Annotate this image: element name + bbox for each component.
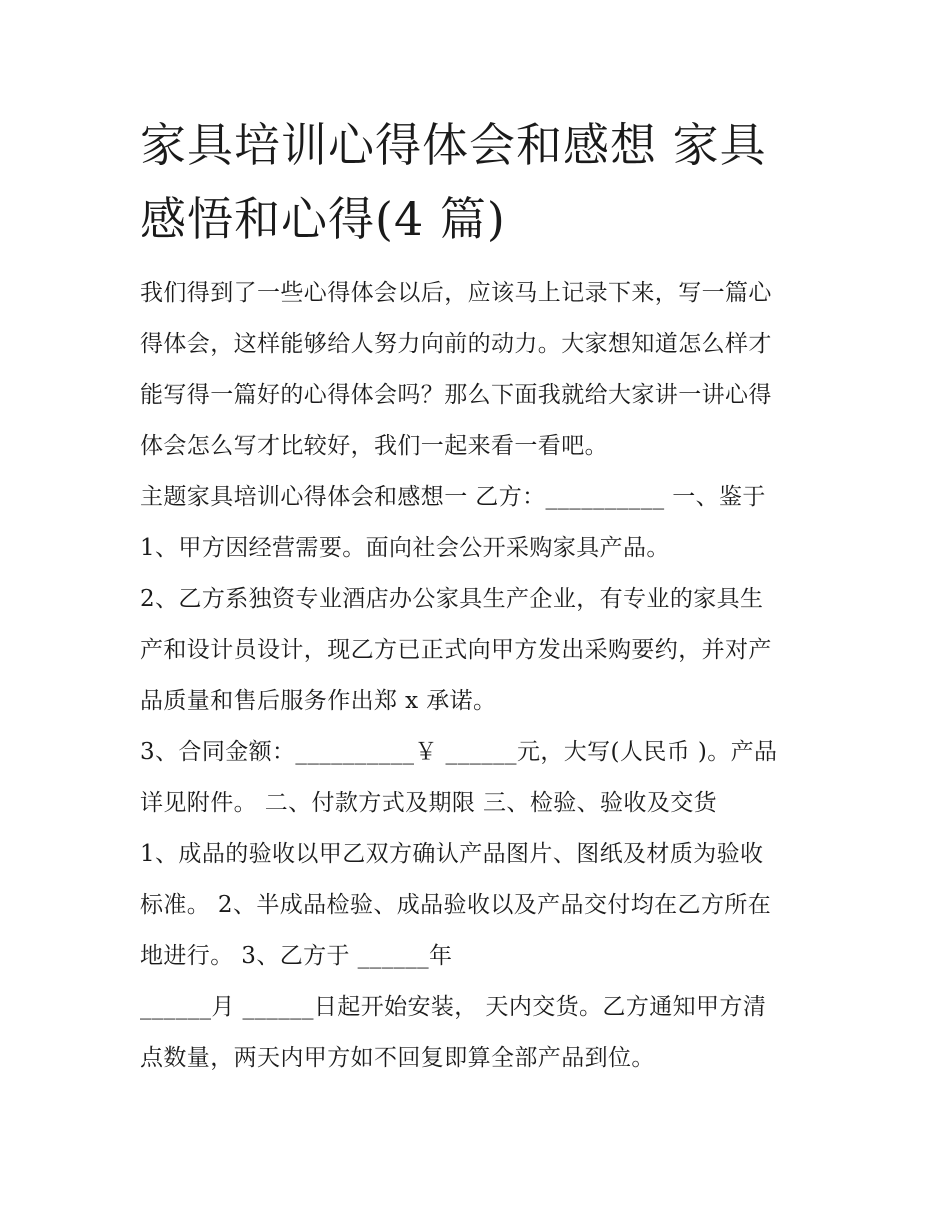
body-line: 3、合同金额：__________￥ ______元，大写(人民币 )。产品: [140, 739, 778, 765]
document-body: [140, 268, 812, 1084]
body-line: 1、成品的验收以甲乙双方确认产品图片、图纸及材质为验收: [140, 841, 764, 867]
body-line: 得体会，这样能够给人努力向前的动力。大家想知道怎么样才: [140, 331, 772, 357]
body-line: 地进行。 3、乙方于 ______年: [140, 943, 453, 969]
body-line: 我们得到了一些心得体会以后，应该马上记录下来，写一篇心: [140, 280, 772, 306]
document-page: [140, 108, 812, 1084]
body-line: ______月 ______日起开始安装， 天内交货。乙方通知甲方清: [140, 994, 767, 1020]
body-line: 标准。 2、半成品检验、成品验收以及产品交付均在乙方所在: [140, 892, 772, 918]
document-title-line-1: 家具培训心得体会和感想 家具: [140, 118, 767, 172]
body-line: 产和设计员设计，现乙方已正式向甲方发出采购要约，并对产: [140, 637, 772, 663]
body-line: 能写得一篇好的心得体会吗？那么下面我就给大家讲一讲心得: [140, 382, 772, 408]
body-line: 主题家具培训心得体会和感想一 乙方：__________ 一、鉴于: [140, 484, 766, 510]
body-line: 详见附件。 二、付款方式及期限 三、检验、验收及交货: [140, 790, 718, 816]
body-line: 体会怎么写才比较好，我们一起来看一看吧。: [140, 433, 608, 459]
body-line: 1、甲方因经营需要。面向社会公开采购家具产品。: [140, 535, 670, 561]
body-line: 点数量，两天内甲方如不回复即算全部产品到位。: [140, 1045, 655, 1071]
body-line: 2、乙方系独资专业酒店办公家具生产企业，有专业的家具生: [140, 586, 764, 612]
document-title-line-2: 感悟和心得(4 篇): [140, 192, 506, 246]
body-line: 品质量和售后服务作出郑 x 承诺。: [140, 688, 497, 714]
